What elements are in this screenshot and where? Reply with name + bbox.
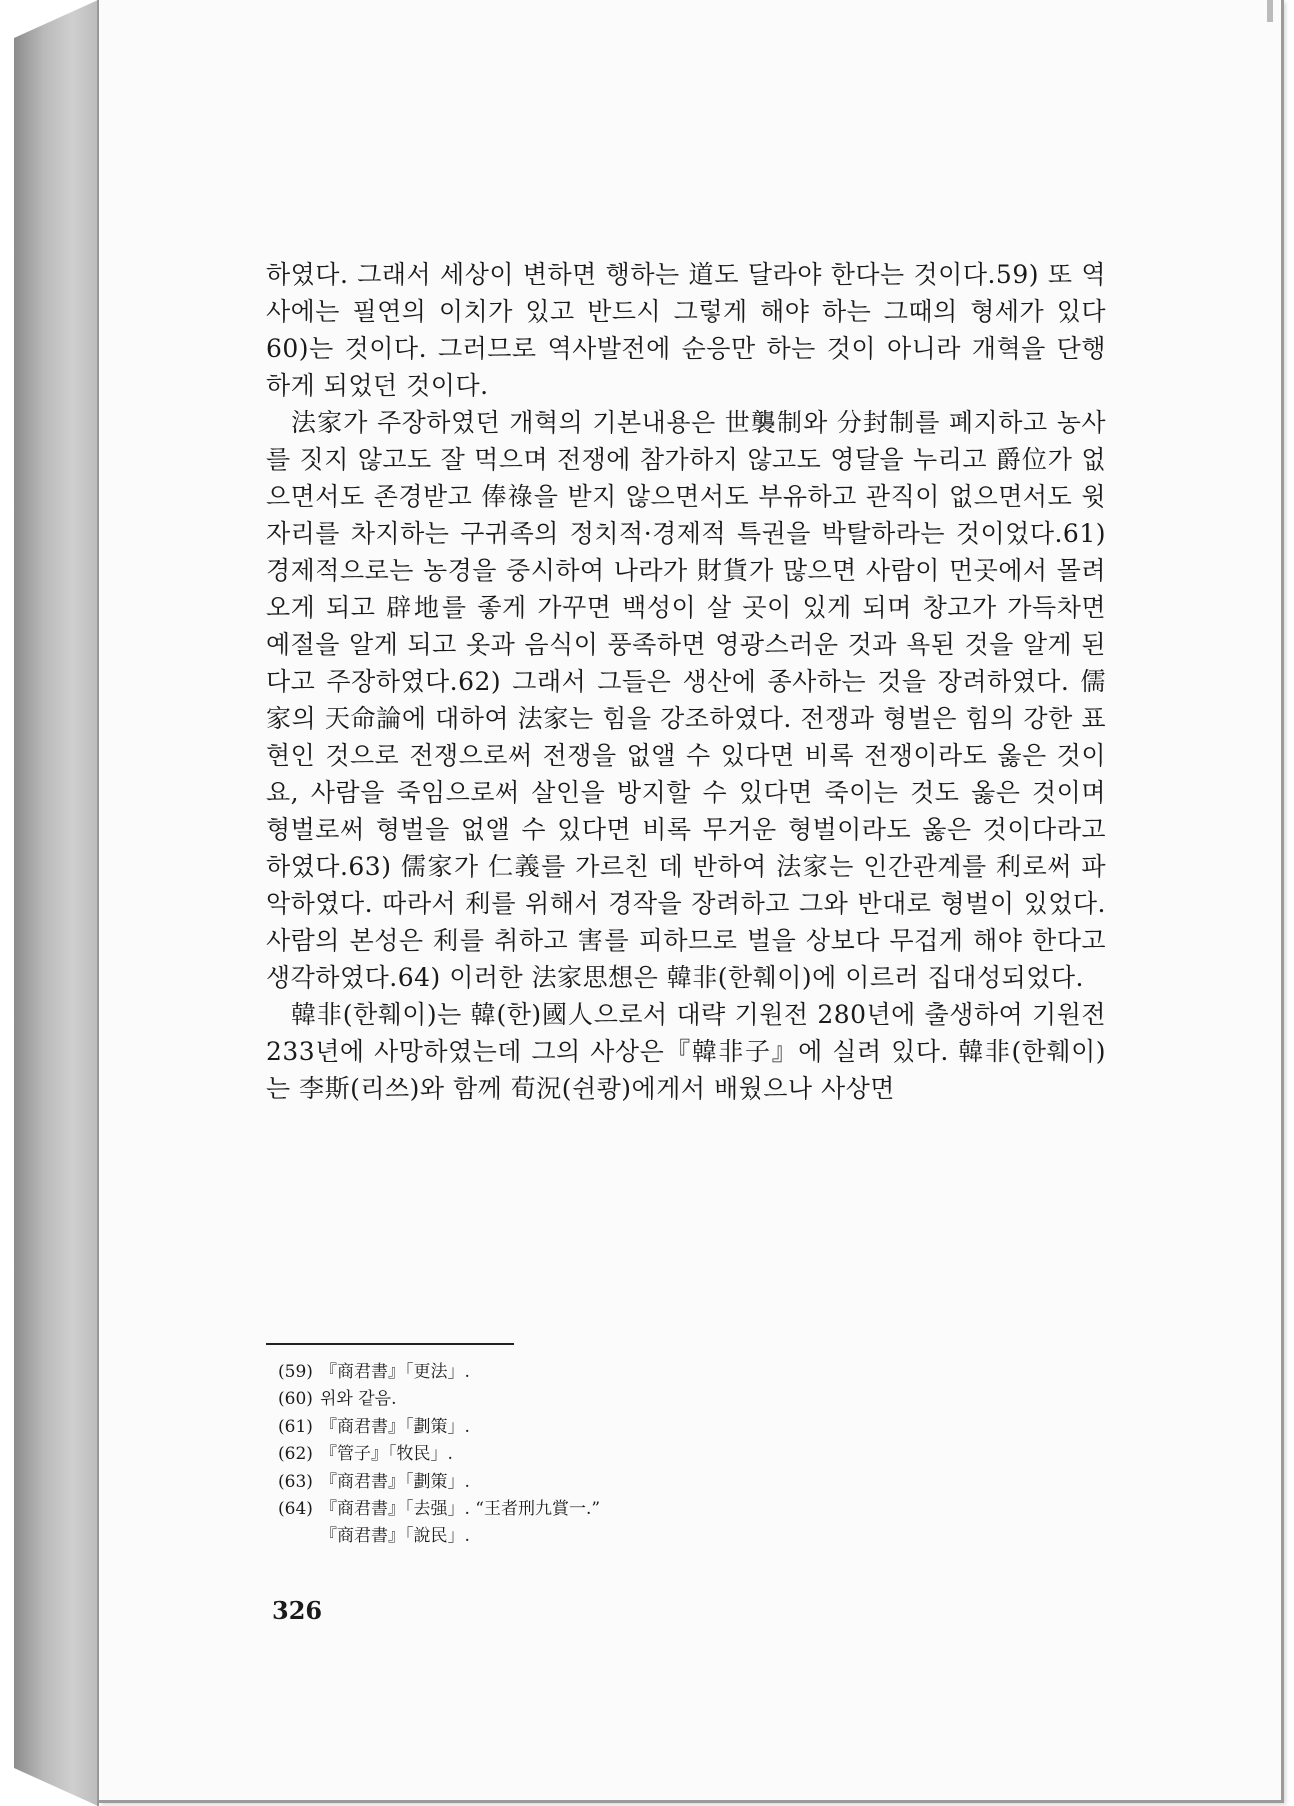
page-corner-edge (1267, 0, 1273, 22)
footnote-text: 『商君書』「劃策」. (320, 1471, 470, 1492)
paragraph-2: 法家가 주장하였던 개혁의 기본내용은 世襲制와 分封制를 폐지하고 농사를 짓지 않고도 잘 먹으며 전쟁에 참가하지 않고도 영달을 누리고 爵位가 없으면서도 존경받고 俸祿을 받지 않으면서도 부유하고 관직이 없으면서도 윗자리를 차지하는 구귀족의 정치적·경제적 특권을 박탈하라는 것이었다.61) 경제적으로는 농경을 중시하여 나라가 財貨가 많으면 사람이 먼곳에서 몰려 오게 되고 辟地를 좋게 가꾸면 백성이 살 곳이 있게 되며 창고가 가득차면 예절을 알게 되고 옷과 음식이 풍족하면 영광스러운 것과 욕된 것을 알게 된다고 주장하였다.62) 그래서 그들은 생산에 종사하는 것을 장려하였다. 儒家의 天命論에 대하여 法家는 힘을 강조하였다. 전쟁과 형벌은 힘의 강한 표현인 것으로 전쟁으로써 전쟁을 없앨 수 있다면 비록 전쟁이라도 옳은 것이요, 사람을 죽임으로써 살인을 방지할 수 있다면 죽이는 것도 옳은 것이며 형벌로써 형벌을 없앨 수 있다면 비록 무거운 형벌이라도 옳은 것이다라고 하였다.63) 儒家가 仁義를 가르친 데 반하여 法家는 인간관계를 利로써 파악하였다. 따라서 利를 위해서 경작을 장려하고 그와 반대로 형벌이 있었다. 사람의 본성은 利를 취하고 害를 피하므로 벌을 상보다 무겁게 해야 한다고 생각하였다.64) 이러한 法家思想은 韓非(한훼이)에 이르러 집대성되었다. (266, 408, 1106, 992)
footnote-61 (278, 1414, 918, 1441)
footnote-text: 『管子』「牧民」. (320, 1444, 453, 1465)
footnote-number: (59) (278, 1362, 313, 1382)
footnote-number: (64) (278, 1499, 313, 1520)
footnote-number: (60) (278, 1389, 313, 1410)
book-spine-edge (14, 0, 98, 1806)
footnote-text: 『商君書』「更法」. (320, 1362, 470, 1382)
paragraph-3: 韓非(한훼이)는 韓(한)國人으로서 대략 기원전 280년에 출생하여 기원전 233년에 사망하였는데 그의 사상은『韓非子』에 실려 있다. 韓非(한훼이)는 李斯(리쓰)와 함께 荀況(쉰쾅)에게서 배웠으나 사상면 (266, 1000, 1106, 1103)
footnote-59 (278, 1359, 918, 1386)
footnote-divider (266, 1343, 514, 1345)
footnote-number: (61) (278, 1416, 313, 1437)
footnote-63 (278, 1469, 918, 1496)
footnote-number: (62) (278, 1444, 313, 1465)
footnote-60 (278, 1386, 918, 1413)
footnote-64-continuation: 『商君書』「說民」. (320, 1526, 470, 1547)
footnote-text: 『商君書』「去强」. “王者刑九賞一.” (320, 1499, 601, 1520)
footnotes (278, 1359, 918, 1551)
footnote-62 (278, 1441, 918, 1468)
footnote-64 (278, 1496, 918, 1523)
body-text (266, 256, 1106, 1107)
footnote-number: (63) (278, 1471, 313, 1492)
page-number: 326 (272, 1596, 323, 1625)
footnote-text: 『商君書』「劃策」. (320, 1416, 470, 1437)
footnote-text: 위와 같음. (320, 1389, 397, 1410)
paragraph-1: 하였다. 그래서 세상이 변하면 행하는 道도 달라야 한다는 것이다.59) 또 역사에는 필연의 이치가 있고 반드시 그렇게 해야 하는 그때의 형세가 있다60)는 것이다. 그러므로 역사발전에 순응만 하는 것이 아니라 개혁을 단행하게 되었던 것이다. (266, 260, 1106, 400)
